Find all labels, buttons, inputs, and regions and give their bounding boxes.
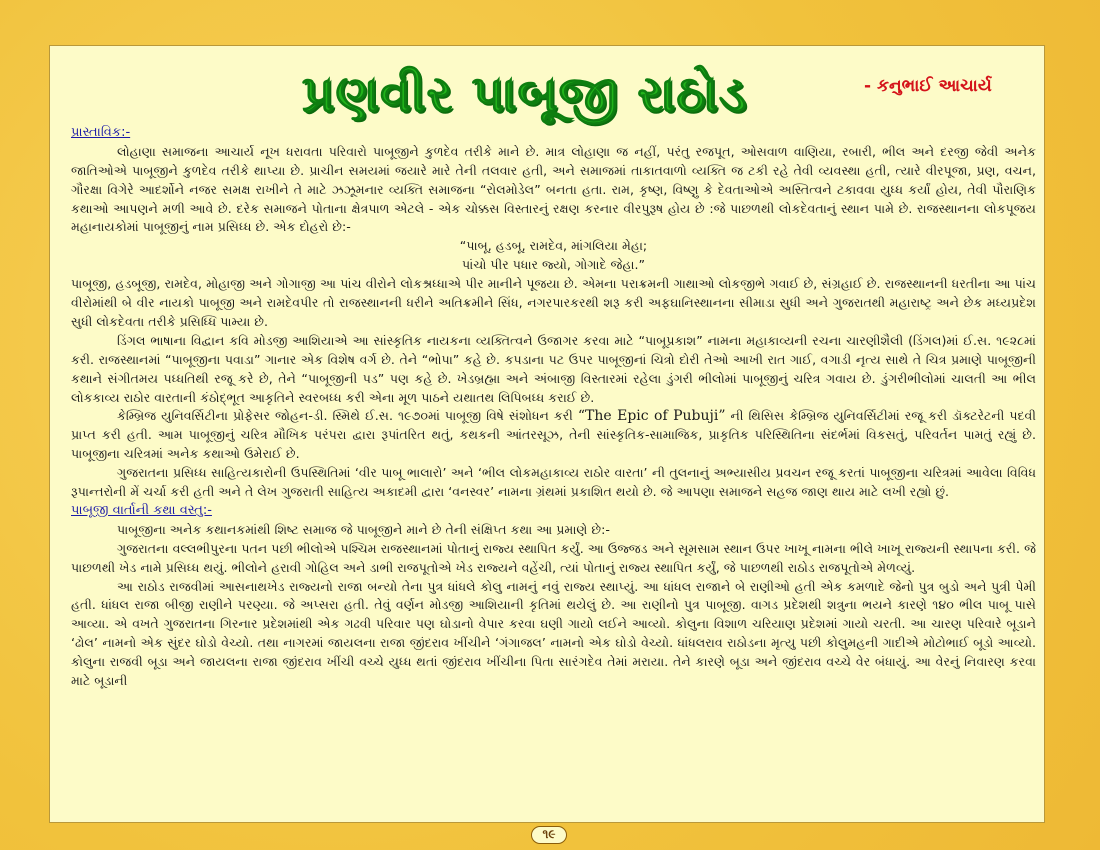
paragraph: ડિંગલ ભાષાના વિદ્વાન કવિ મોડજી આશિયાએ આ સાંસ્કૃતિક નાયકના વ્યક્તિત્વને ઉજાગર કરવા માટે “પાબૂપ્રકાશ” નામના મહાકાવ્યની રચના ચારણીશૈલી (ડિંગલ)માં ઈ.સ. ૧૯૨૮માં કરી. રાજસ્થાનમાં “પાબૂજીના પવાડા” ગાનાર એક વિશેષ વર્ગ છે. તેને “ભોપા” કહે છે. કપડાના પટ ઉપર પાબૂજીનાં ચિત્રો દોરી તેઓ આખી રાત ગાઈ, વગાડી નૃત્ય સાથે તે ચિત્ર પ્રમાણે પાબૂજીની કથાને સંગીતમય પધ્ધતિથી રજૂ કરે છે, તેને “પાબૂજીની પડ” પણ કહે છે. ખેડબ્રહ્મા અને અંબાજી વિસ્તારમાં રહેલા ડુંગરી ભીલોમાં પાબૂજીનું ચરિત્ર ગવાય છે. ડુંગરીભીલોમાં ચાલતી આ ભીલ લોકકાવ્ય રાઠોર વારતાની કંઠોદ્ભૂત આકૃતિને સ્વરબધ્ધ કરી એના મૂળ પાઠને યથાતથ લિપિબધ્ધ કરાઈ છે. (71, 332, 1036, 405)
paragraph: આ રાઠોડ રાજવીમાં આસનાથખેડ રાજ્યનો રાજા બન્યો તેના પુત્ર ધાંધલે કોલુ નામનું નવું રાજ્ય સ્થાપ્યું. આ ધાંધલ રાજાને બે રાણીઓ હતી એક કમળાદે જેનો પુત્ર બુડો અને પુત્રી પેમી હતી. ધાંધલ રાજા બીજી રાણીને પરણ્યા. જે અપ્સરા હતી. તેવું વર્ણન મોડજી આશિયાની કૃતિમાં થયેલું છે. આ રાણીનો પુત્ર પાબૂજી. વાગડ પ્રદેશથી શત્રુના ભયને કારણે ૧૪૦ ભીલ પાબૂ પાસે આવ્યા. એ વખતે ગુજરાતના ગિરનાર પ્રદેશમાંથી એક ગઢવી પરિવાર પણ ઘોડાનો વેપાર કરવા ઘણી ગાયો લઈને આવ્યો. કોલુના વિશાળ ચરિયાણ પ્રદેશમાં ગાયો ચરતી. આ ચારણ પરિવારે બૂડાને ‘ઢોલ’ નામનો એક સુંદર ઘોડો વેચ્યો. તથા નાગરમાં જાયલના રાજા જીંદરાવ ખીંચીને ‘ગંગાજલ’ નામનો એક ઘોડો વેચ્યો. ધાંધલરાવ રાઠોડના મૃત્યુ પછી કોલુમહની ગાદીએ મોટોભાઈ બૂડો આવ્યો. કોલુના રાજવી બૂડા અને જાયલના રાજા જીંદરાવ ખીંચી વચ્ચે યુધ્ધ થતાં જીંદરાવ ખીંચીના પિતા સારંગદેવ તેમાં મરાયા. તેને કારણે બૂડા અને જીંદરાવ વચ્ચે વેર બંધાયું. આ વેરનું નિવારણ કરવા માટે બૂડાની (71, 578, 1036, 689)
paragraph: ગુજરાતના પ્રસિધ્ધ સાહિત્યકારોની ઉપસ્થિતિમાં ‘વીર પાબૂ ભાલારો’ અને ‘ભીલ લોકમહાકાવ્ય રાઠોર વારતા’ ની તુલનાનું અભ્યાસીય પ્રવચન રજૂ કરતાં પાબૂજીના ચરિત્રમાં આવેલા વિવિધ રૂપાન્તરોની મેં ચર્ચા કરી હતી અને તે લેખ ગુજરાતી સાહિત્ય અકાદમી દ્વારા ‘વનસ્વર’ નામના ગ્રંથમાં પ્રકાશિત થયો છે. જે આપણા સમાજને સહજ જાણ થાય માટે લખી રહ્યો છું. (71, 465, 1036, 500)
english-book-title: “The Epic of Pubuji” (577, 408, 726, 425)
verse-line: “પાબૂ, હડબૂ, રામદેવ, માંગલિયા મેહા; (459, 238, 648, 254)
section-heading-intro: પ્રાસ્તાવિક:- (71, 125, 131, 140)
paragraph: ગુજરાતના વલ્લભીપુરના પતન પછી ભીલોએ પશ્ચિમ રાજસ્થાનમાં પોતાનું રાજ્ય સ્થાપિત કર્યું. આ ઉજ્જડ અને સૂમસામ સ્થાન ઉપર ખાખૂ નામના ભીલે ખાખૂ રાજ્યની સ્થાપના કરી. જે પાછળથી ખેડ નામે પ્રસિધ્ધ થયું. ભીલોને હરાવી ગોહિલ અને ડાભી રાજપૂતોએ ખેડ રાજ્યને વહેંચી, ત્યાં પોતાનું રાજ્ય સ્થાપિત કર્યું, જે પાછળથી રાઠોડ રાજપૂતોએ મેળવ્યું. (71, 540, 1036, 575)
text-run: કેમ્બ્રિજ યુનિવર્સિટીના પ્રોફેસર જોહન-ડી. સ્મિથે ઈ.સ. ૧૯૭૦માં પાબૂજી વિષે સંશોધન કરી (117, 408, 578, 424)
paragraph: પાબૂજીના અનેક કથાનકમાંથી શિષ્ટ સમાજ જે પાબૂજીને માને છે તેની સંક્ષિપ્ત કથા આ પ્રમાણે છે:- (117, 521, 610, 537)
page-title: પ્રણવીર પાબૂજી રાઠોડ (302, 65, 748, 123)
paragraph (71, 407, 1036, 464)
section-heading-story: પાબૂજી વાર્તાની કથા વસ્તુ:- (71, 503, 212, 519)
page-number: ૧૯ (531, 826, 567, 844)
text-run: ની થિસિસ કેમ્બ્રિજ યુનિવર્સિટીમાં રજૂ કરી ડૉક્ટરેટની પદવી પ્રાપ્ત કરી હતી. આમ પાબૂજીનું ચરિત્ર મૌખિક પરંપરા દ્વારા રૂપાંતરિત થતું, કથકની આંતરસૂઝ, તેની સાંસ્કૃતિક-સામાજિક, પ્રાકૃતિક પરિસ્થિતિના સંદર્ભમાં વિકસતું, પરિવર્તન પામતું રહ્યું છે. પાબૂજીના ચરિત્રમાં અનેક કથાઓ ઉમેરાઈ છે. (71, 408, 1036, 462)
paragraph: પાબૂજી, હડબૂજી, રામદેવ, મોહાજી અને ગોગાજી આ પાંચ વીરોને લોકશ્રધ્ધાએ પીર માનીને પૂજયા છે. એમના પરાક્રમની ગાથાઓ લોકજીભે ગવાઈ છે, સંગ્રહાઈ છે. રાજસ્થાનની ધરતીના આ પાંચ વીરોમાંથી બે વીર નાયકો પાબૂજી અને રામદેવપીર તો રાજસ્થાનની ધરીને અતિક્રમીને સિંધ, નગરપારકરથી શરૂ કરી અફઘાનિસ્થાનના સીમાડા સુધી અને ગુજરાતથી મહારાષ્ટ્ર અને છેક મધ્યપ્રદેશ સુધી લોકદેવતા તરીકે પ્રસિધ્ધિ પામ્યા છે. (71, 276, 1036, 329)
article-body (71, 124, 1036, 691)
verse-line: પાંચો પીર પધાર જ્યો, ગોગાદે જેહા.” (461, 257, 646, 273)
paragraph: લોહાણા સમાજના આચાર્ય નૂખ ધરાવતા પરિવારો પાબૂજીને કુળદેવ તરીકે માને છે. માત્ર લોહાણા જ નહીં, પરંતુ રજપૂત, ઓસવાળ વાણિયા, રબારી, ભીલ અને દરજી જેવી અનેક જાતિઓએ પાબૂજીને કુળદેવ તરીકે થાપ્યા છે. પ્રાચીન સમયમાં જયારે મારે તેની તલવાર હતી, અને સમાજમાં તાકાતવાળો વ્યક્તિ જ ટકી રહે તેવી વ્યવસ્થા હતી, ત્યારે વીરપૂજા, પ્રણ, વચન, ગૌરક્ષા વિગેરે આદર્શોને નજર સમક્ષ રાખીને તે માટે ઝઝૂમનાર વ્યક્તિ સમાજના “રોલમોડેલ” બનતા હતા. રામ, કૃષ્ણ, વિષ્ણુ કે દેવતાઓએ અસ્તિત્વને ટકાવવા યુધ્ધ કર્યાં હોય, તેવી પૌરાણિક કથાઓ આપણને મળી આવે છે. દરેક સમાજને પોતાના ક્ષેત્રપાળ એટલે - એક ચોક્કસ વિસ્તારનું રક્ષણ કરનાર વીરપુરૂષ હોય છે :જે પાછળથી લોકદેવતાનું સ્થાન પામે છે. રાજસ્થાનના લોકપૂજય મહાનાયકોમાં પાબૂજીનું નામ પ્રસિધ્ધ છે. એક દોહરો છે:- (71, 143, 1036, 235)
page-panel (49, 45, 1045, 823)
author-byline: - કનુભાઈ આચાર્ય (864, 76, 992, 96)
